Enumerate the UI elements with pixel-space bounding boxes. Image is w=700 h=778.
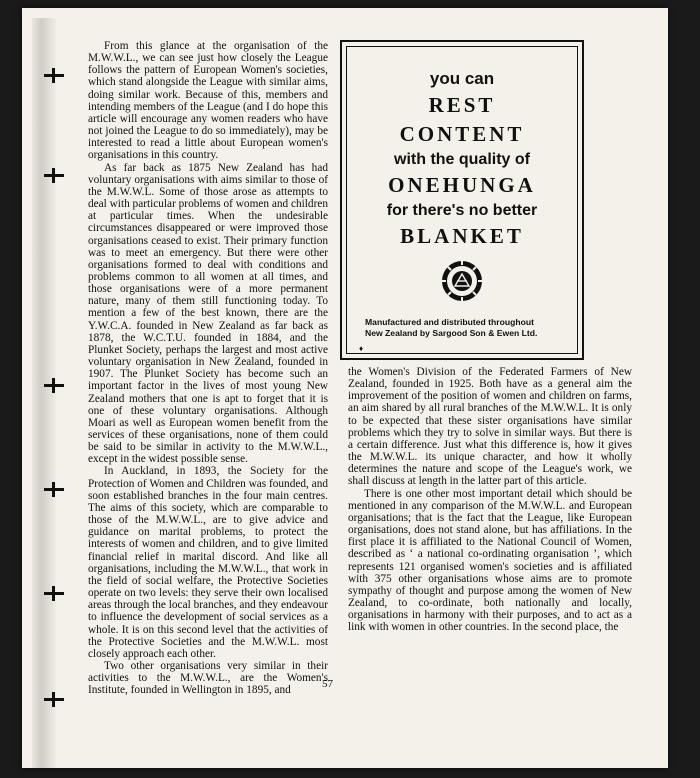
advert-tagline: with the quality of [394,151,530,168]
advert-headline: REST [428,93,496,117]
advert-inner-frame [346,46,578,354]
advert-footer [359,317,567,353]
binding-stitch [44,698,64,701]
advert-product: BLANKET [400,224,524,248]
advert-footer-line: Manufactured and distributed throughout [365,317,534,327]
article-paragraph: the Women's Division of the Federated Farmers of New Zealand, founded in 1925. Both have as a general aim the improvement of the position of women and children on farms, an aim shared by all rural branches of the M.W.W.L. It is only to be expected that these sister organisations have similar problems which they try to solve in similar ways. But there is a certain difference. Just what this difference is, how it gives the M.W.W.L. its unique character, and how it wholly determines the nature and scope of the League's work, we shall discuss at length in the latter part of this article. [348,366,632,488]
page-binding [32,18,56,768]
binding-stitch [44,488,64,491]
article-paragraph: Two other organisations very similar in their activities to the M.W.W.L., are the Women's Institute, founded in Wellington in 1895, and [88,659,328,697]
onehunga-seal-logo [347,259,577,308]
binding-stitch [44,384,64,387]
advert-footer-line: New Zealand by Sargood Son & Ewen Ltd. [365,328,538,338]
binding-stitch [44,592,64,595]
advert-tagline: for there's no better [386,202,538,219]
binding-stitch [44,74,64,77]
advert-brand: ONEHUNGA [388,173,536,197]
article-paragraph: As far back as 1875 New Zealand has had voluntary organisations with aims similar to those of the M.W.W.L. Some of those arose as attempts to deal with particular problems of women and children at particular times. When the undesirable circumstances disappeared or were improved those organisations ceased to exist. Their primary function was to meet an emergency. But there were other organisations formed to deal with conditions and problems common to all women at all times, and those organisations were of a more permanent nature, many of them still functioning today. To mention a few of the best known, there are the Y.W.C.A. founded in New Zealand as far back as 1878, the W.C.T.U. founded in 1884, and the Plunket Society, perhaps the largest and most active voluntary organisation in New Zealand, founded in 1907. The Plunket Society has become such an important factor in the lives of most young New Zealand mothers that one is apt to forget that it is one of these voluntary organisations. Although Moari as well as European women benefit from the services of these organisations, none of them could be said to be similar in activity to the M.W.W.L., except in the widest possible sense. [88,161,328,466]
article-paragraph: There is one other most important detail which should be mentioned in any comparison of the M.W.W.L. and European organisations; that is the fact that the League, like European organisations, does not stand alone, but has affiliations. In the first place it is affiliated to the National Council of Women, described as ‘ a national co-ordinating organisation ’, which represents 121 organised women's societies and is affiliated with 375 other organisations whose aims are to promote sympathy of thought and purpose among the women of New Zealand, to co-ordinate, both nationally and locally, organisations in harmony with their purposes, and to act as a link with women in other countries. In the second place, the [348,487,632,634]
article-paragraph: From this glance at the organisation of the M.W.W.L., we can see just how closely the League follows the pattern of European Women's societies, which stand alongside the League with similar aims, doing similar work. Because of this, members and intending members of the League (and I do hope this article will encourage any women readers who have not joined the League to do so immediately), may be interested to read a little about European women's organisations in this country. [88,40,328,162]
page-number: 57 [322,678,333,690]
article-right-column [348,366,632,633]
article-paragraph: In Auckland, in 1893, the Society for the Protection of Women and Children was founded, and soon established branches in the four main centres. The aims of this society, which are comparable to those of the M.W.W.L., are to give advice and guidance on marital problems, to protect the interests of women and children, and to give limited financial relief in marital discord. And like all organisations, including the M.W.W.L., that work in the field of social welfare, the Protective Societies operate on two levels: they serve their own localised areas through the local branches, and they endeavour to influence the development of social services as a whole. It is on this second level that the activities of the Protective Societies and the M.W.W.L. most closely approach each other. [88,465,328,660]
onehunga-blanket-advert [340,40,584,360]
binding-stitch [44,174,64,177]
advert-tagline: you can [429,69,495,88]
diamond-icon: ♦ [359,344,364,353]
advert-headline: CONTENT [399,122,525,146]
article-left-column [88,40,328,696]
